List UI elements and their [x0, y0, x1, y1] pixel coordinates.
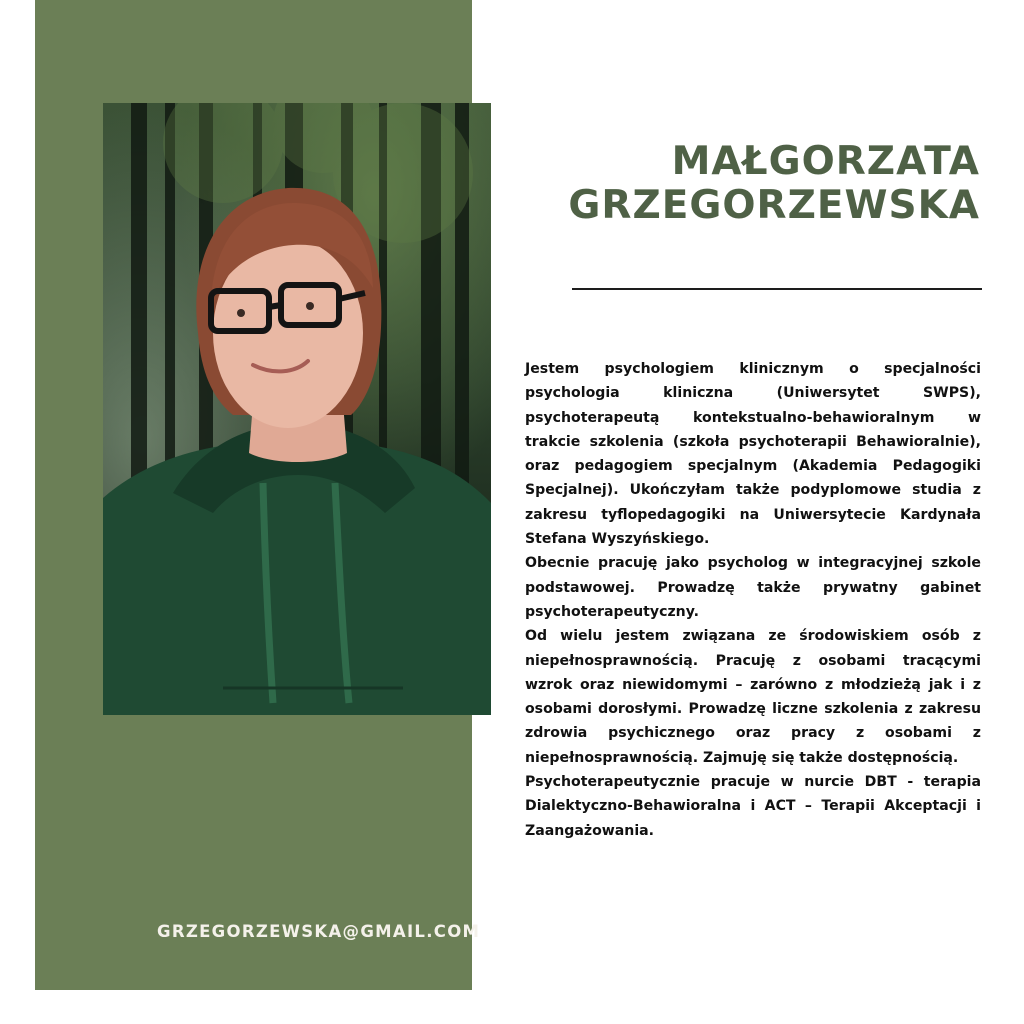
bio-paragraph: Psychoterapeutycznie pracuje w nurcie DBT - terapia Dialektyczno-Behawioralna i ACT – Terapii Akceptacji i Zaangażowania. — [525, 774, 981, 839]
email-address: GRZEGORZEWSKA@GMAIL.COM — [157, 922, 481, 941]
portrait-illustration — [103, 103, 491, 715]
portrait-photo — [103, 103, 491, 715]
person-name — [540, 140, 980, 228]
bio-paragraph: Jestem psychologiem klinicznym o specjalności psychologia kliniczna (Uniwersytet SWPS), psychoterapeutą kontekstualno-behawioralnym w trakcie szkolenia (szkoła psychoterapii Behawioralnie), oraz pedagogiem specjalnym (Akademia Pedagogiki Specjalnej). Ukończyłam także podyplomowe studia z zakresu tyflopedagogiki na Uniwersytecie Kardynała Stefana Wyszyńskiego. — [525, 361, 981, 548]
name-last: GRZEGORZEWSKA — [568, 183, 980, 228]
name-first: MAŁGORZATA — [671, 139, 980, 184]
title-divider — [572, 288, 982, 290]
biography — [525, 357, 981, 843]
bio-paragraph: Obecnie pracuję jako psycholog w integracyjnej szkole podstawowej. Prowadzę także prywatny gabinet psychoterapeutyczny. — [525, 555, 981, 620]
bio-paragraph: Od wielu jestem związana ze środowiskiem osób z niepełnosprawnością. Pracuję z osobami tracącymi wzrok oraz niewidomymi – zarówno z młodzieżą jak i z osobami dorosłymi. Prowadzę liczne szkolenia z zakresu zdrowia psychicznego oraz pracy z osobami z niepełnosprawnością. Zajmuję się także dostępnością. — [525, 628, 981, 766]
